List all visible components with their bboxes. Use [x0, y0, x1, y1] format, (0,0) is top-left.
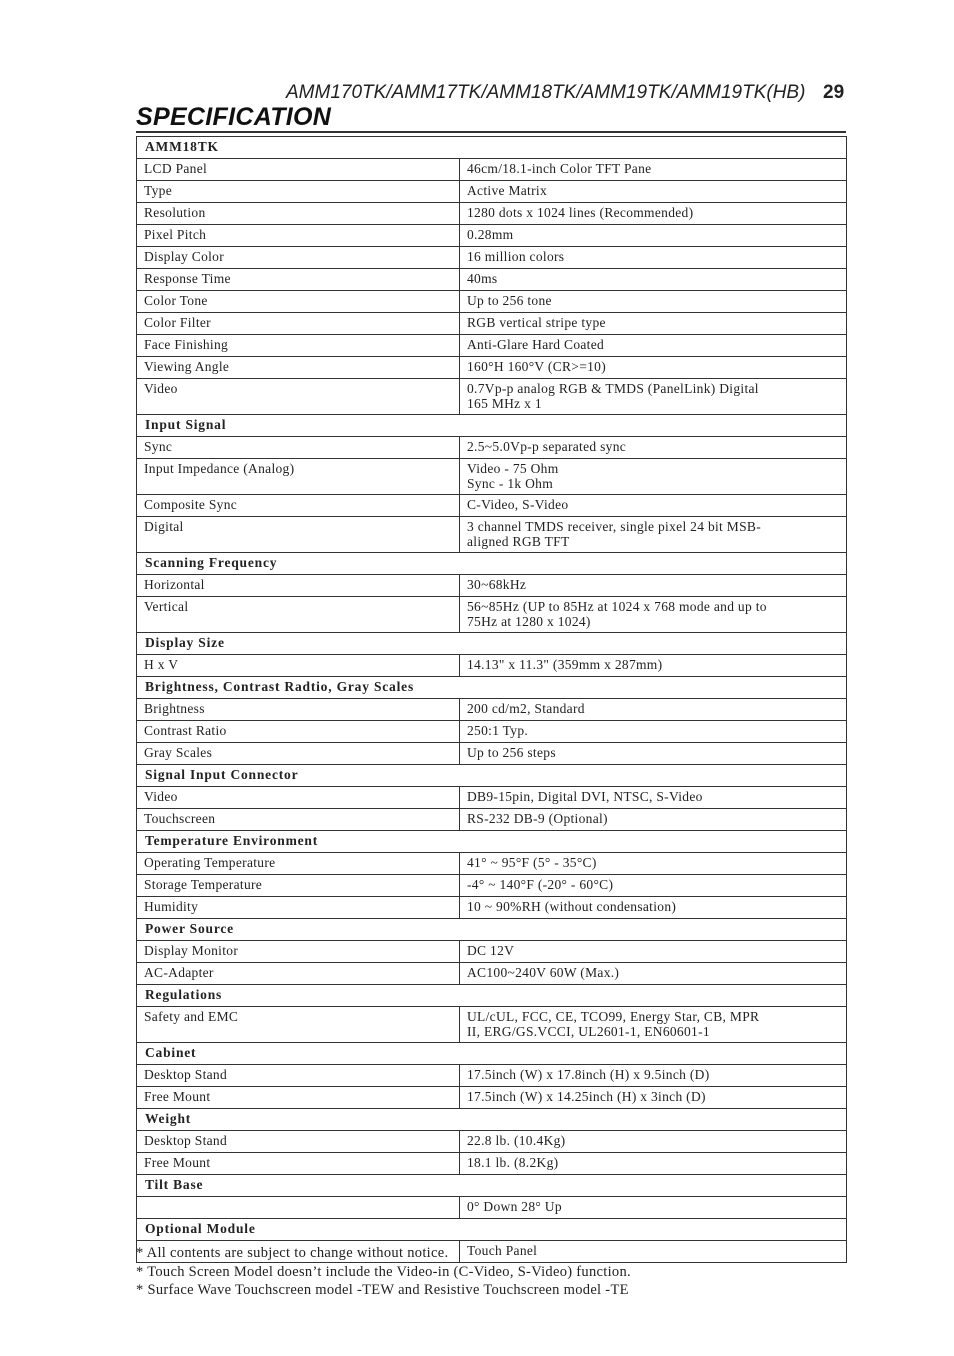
spec-row	[137, 1153, 847, 1175]
spec-value: 0° Down 28° Up	[460, 1197, 847, 1219]
spec-label: Contrast Ratio	[137, 721, 460, 743]
spec-label: Touchscreen	[137, 809, 460, 831]
spec-value: 2.5~5.0Vp-p separated sync	[460, 437, 847, 459]
spec-label: Sync	[137, 437, 460, 459]
page-number: 29	[823, 82, 845, 103]
section-heading-row	[137, 831, 847, 853]
spec-label: Composite Sync	[137, 495, 460, 517]
specification-table	[136, 136, 847, 1263]
spec-label: Operating Temperature	[137, 853, 460, 875]
spec-row	[137, 181, 847, 203]
footnote: * All contents are subject to change without notice.	[136, 1245, 449, 1261]
section-heading: Input Signal	[137, 415, 847, 437]
model-heading: AMM18TK	[137, 137, 847, 159]
spec-label: Vertical	[137, 597, 460, 633]
section-heading-row	[137, 415, 847, 437]
footnote: * Surface Wave Touchscreen model -TEW and Resistive Touchscreen model -TE	[136, 1282, 629, 1298]
section-heading: Power Source	[137, 919, 847, 941]
spec-label: Desktop Stand	[137, 1131, 460, 1153]
spec-value: Up to 256 tone	[460, 291, 847, 313]
section-heading: Temperature Environment	[137, 831, 847, 853]
section-heading-row	[137, 1219, 847, 1241]
section-heading: Scanning Frequency	[137, 553, 847, 575]
section-heading: Brightness, Contrast Radtio, Gray Scales	[137, 677, 847, 699]
specification-table-body	[137, 137, 847, 1263]
spec-value: RGB vertical stripe type	[460, 313, 847, 335]
spec-row	[137, 1087, 847, 1109]
spec-value: 10 ~ 90%RH (without condensation)	[460, 897, 847, 919]
spec-value: 17.5inch (W) x 14.25inch (H) x 3inch (D)	[460, 1087, 847, 1109]
spec-label: Safety and EMC	[137, 1007, 460, 1043]
spec-label	[137, 1197, 460, 1219]
section-heading-row	[137, 677, 847, 699]
header-model-list: AMM170TK/AMM17TK/AMM18TK/AMM19TK/AMM19TK(HB)	[286, 82, 806, 103]
section-heading: Display Size	[137, 633, 847, 655]
spec-value: Anti-Glare Hard Coated	[460, 335, 847, 357]
spec-row	[137, 655, 847, 677]
model-heading-row	[137, 137, 847, 159]
spec-value: RS-232 DB-9 (Optional)	[460, 809, 847, 831]
section-heading-row	[137, 919, 847, 941]
spec-row	[137, 203, 847, 225]
section-heading: Tilt Base	[137, 1175, 847, 1197]
spec-row	[137, 247, 847, 269]
section-heading-row	[137, 633, 847, 655]
section-heading: Regulations	[137, 985, 847, 1007]
spec-value: Active Matrix	[460, 181, 847, 203]
spec-label: Video	[137, 379, 460, 415]
spec-label: Color Filter	[137, 313, 460, 335]
spec-value: 1280 dots x 1024 lines (Recommended)	[460, 203, 847, 225]
spec-row	[137, 1007, 847, 1043]
spec-value: Touch Panel	[460, 1241, 847, 1263]
section-heading-row	[137, 985, 847, 1007]
spec-value: 3 channel TMDS receiver, single pixel 24 bit MSB- aligned RGB TFT	[460, 517, 847, 553]
spec-value: C-Video, S-Video	[460, 495, 847, 517]
spec-value: 18.1 lb. (8.2Kg)	[460, 1153, 847, 1175]
spec-row	[137, 787, 847, 809]
spec-row	[137, 379, 847, 415]
spec-row	[137, 357, 847, 379]
spec-value: 40ms	[460, 269, 847, 291]
spec-value: Video - 75 Ohm Sync - 1k Ohm	[460, 459, 847, 495]
page-title: SPECIFICATION	[136, 103, 332, 131]
spec-label: Digital	[137, 517, 460, 553]
spec-value: 22.8 lb. (10.4Kg)	[460, 1131, 847, 1153]
spec-row	[137, 1065, 847, 1087]
spec-label: Pixel Pitch	[137, 225, 460, 247]
spec-value: 17.5inch (W) x 17.8inch (H) x 9.5inch (D)	[460, 1065, 847, 1087]
spec-value: 14.13" x 11.3" (359mm x 287mm)	[460, 655, 847, 677]
spec-label: AC-Adapter	[137, 963, 460, 985]
spec-label: Free Mount	[137, 1087, 460, 1109]
spec-row	[137, 291, 847, 313]
spec-row	[137, 875, 847, 897]
spec-label: Storage Temperature	[137, 875, 460, 897]
section-heading-row	[137, 1175, 847, 1197]
spec-row	[137, 269, 847, 291]
spec-value: 0.28mm	[460, 225, 847, 247]
spec-value: 56~85Hz (UP to 85Hz at 1024 x 768 mode and up to 75Hz at 1280 x 1024)	[460, 597, 847, 633]
spec-label: Horizontal	[137, 575, 460, 597]
section-heading-row	[137, 1109, 847, 1131]
spec-row	[137, 743, 847, 765]
spec-row	[137, 853, 847, 875]
spec-row	[137, 437, 847, 459]
title-divider	[136, 131, 846, 133]
spec-value: 200 cd/m2, Standard	[460, 699, 847, 721]
spec-value: 46cm/18.1-inch Color TFT Pane	[460, 159, 847, 181]
spec-value: UL/cUL, FCC, CE, TCO99, Energy Star, CB, MPR II, ERG/GS.VCCI, UL2601-1, EN60601-1	[460, 1007, 847, 1043]
spec-value: 250:1 Typ.	[460, 721, 847, 743]
spec-label: Color Tone	[137, 291, 460, 313]
spec-value: Up to 256 steps	[460, 743, 847, 765]
section-heading-row	[137, 1043, 847, 1065]
spec-value: 0.7Vp-p analog RGB & TMDS (PanelLink) Digital 165 MHz x 1	[460, 379, 847, 415]
spec-label: Face Finishing	[137, 335, 460, 357]
spec-label: Video	[137, 787, 460, 809]
section-heading-row	[137, 553, 847, 575]
spec-row	[137, 721, 847, 743]
spec-row	[137, 313, 847, 335]
footnote: * Touch Screen Model doesn’t include the Video-in (C-Video, S-Video) function.	[136, 1263, 631, 1280]
spec-label: Display Monitor	[137, 941, 460, 963]
spec-label: Resolution	[137, 203, 460, 225]
spec-value: DC 12V	[460, 941, 847, 963]
spec-label: Desktop Stand	[137, 1065, 460, 1087]
section-heading: Optional Module	[137, 1219, 847, 1241]
spec-label: Free Mount	[137, 1153, 460, 1175]
spec-row	[137, 597, 847, 633]
spec-value: 30~68kHz	[460, 575, 847, 597]
spec-row	[137, 941, 847, 963]
spec-value: DB9-15pin, Digital DVI, NTSC, S-Video	[460, 787, 847, 809]
spec-row	[137, 1131, 847, 1153]
spec-label: Viewing Angle	[137, 357, 460, 379]
spec-label: Response Time	[137, 269, 460, 291]
spec-row	[137, 699, 847, 721]
spec-row	[137, 225, 847, 247]
section-heading-row	[137, 765, 847, 787]
spec-value: 16 million colors	[460, 247, 847, 269]
spec-value: AC100~240V 60W (Max.)	[460, 963, 847, 985]
spec-label: Display Color	[137, 247, 460, 269]
spec-row	[137, 575, 847, 597]
spec-row	[137, 1197, 847, 1219]
spec-label: Humidity	[137, 897, 460, 919]
spec-row	[137, 517, 847, 553]
spec-row	[137, 459, 847, 495]
spec-row	[137, 809, 847, 831]
section-heading: Signal Input Connector	[137, 765, 847, 787]
spec-label: Gray Scales	[137, 743, 460, 765]
spec-label: LCD Panel	[137, 159, 460, 181]
spec-label: Brightness	[137, 699, 460, 721]
spec-value: 160°H 160°V (CR>=10)	[460, 357, 847, 379]
section-heading: Cabinet	[137, 1043, 847, 1065]
spec-row	[137, 495, 847, 517]
spec-row	[137, 897, 847, 919]
spec-row	[137, 159, 847, 181]
footnotes	[136, 1244, 856, 1300]
spec-value: 41° ~ 95°F (5° - 35°C)	[460, 853, 847, 875]
section-heading: Weight	[137, 1109, 847, 1131]
spec-row	[137, 335, 847, 357]
spec-row	[137, 963, 847, 985]
spec-label: Input Impedance (Analog)	[137, 459, 460, 495]
spec-value: -4° ~ 140°F (-20° - 60°C)	[460, 875, 847, 897]
spec-label: Type	[137, 181, 460, 203]
spec-label: H x V	[137, 655, 460, 677]
